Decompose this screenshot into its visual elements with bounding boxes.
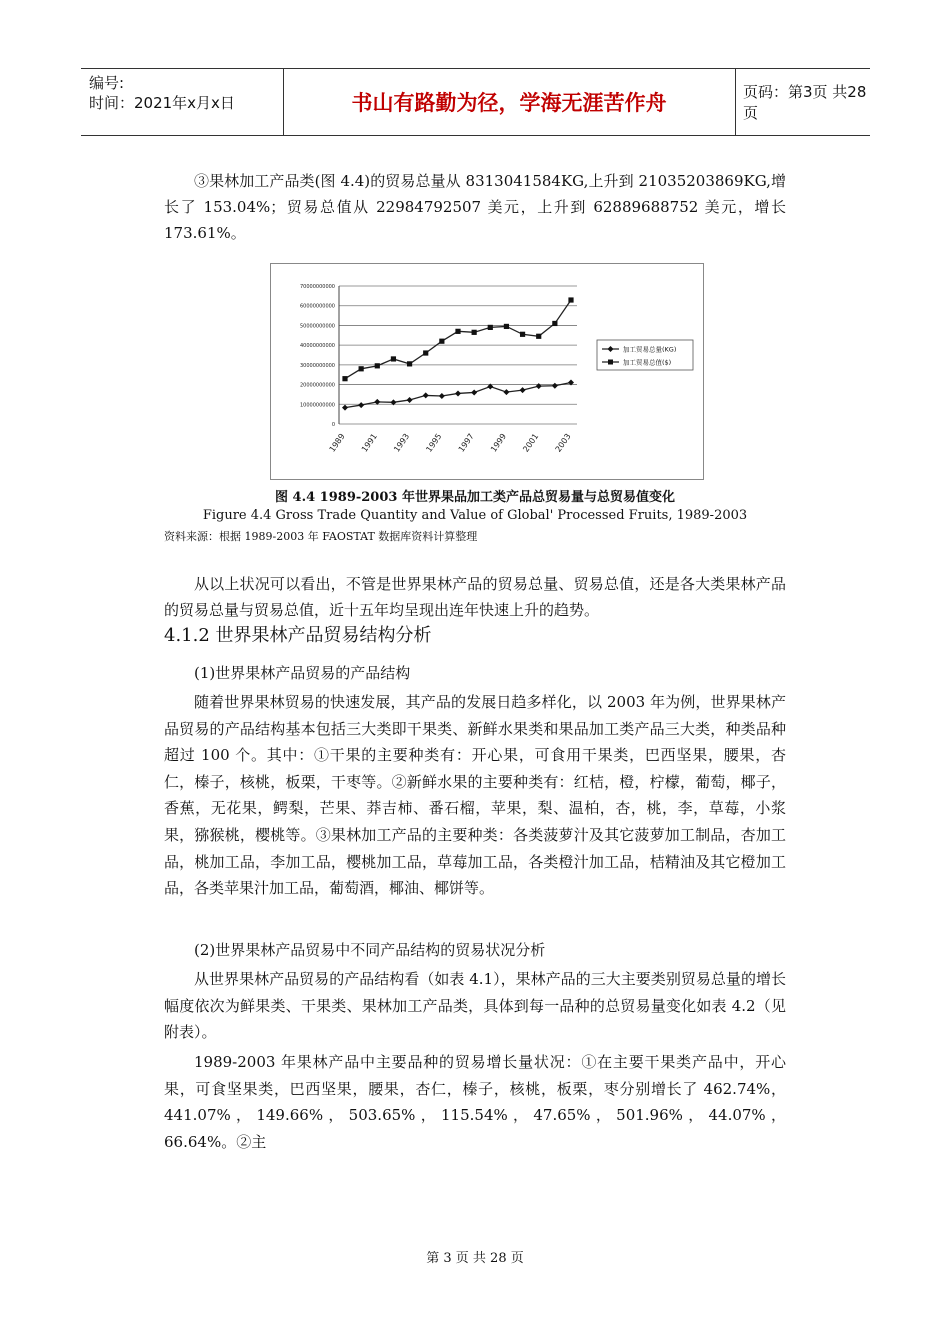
header-divider: [735, 69, 736, 135]
y-tick-label: 20000000000: [300, 382, 335, 389]
y-tick-label: 30000000000: [300, 362, 335, 369]
x-tick-label: 1999: [489, 431, 509, 454]
paragraph-product-structure: 随着世界果林贸易的快速发展，其产品的发展日趋多样化，以 2003 年为例，世界果林产品贸易的产品结构基本包括三大类即干果类、新鲜水果类和果品加工类产品三大类，种类品种超过 100 个。其中：①干果的主要种类有：开心果，可食用干果类，巴西坚果，腰果，杏仁，榛子，核桃，板栗，干枣等。②新鲜水果的主要种类有：红桔，橙，柠檬，葡萄，椰子，香蕉，无花果，鳄梨，芒果、莽吉柿、番石榴，苹果，梨、温柏，杏，桃，李，草莓，小浆果，猕猴桃，樱桃等。③果林加工产品的主要种类：各类菠萝汁及其它菠萝加工制品，杏加工品，桃加工品，李加工品，樱桃加工品，草莓加工品，各类橙汁加工品，桔精油及其它橙加工品，各类苹果汁加工品，葡萄酒，椰油、椰饼等。: [164, 693, 786, 898]
data-point-diamond: [520, 387, 526, 393]
section-heading: 4.1.2 世界果林产品贸易结构分析: [164, 625, 432, 646]
legend-label: 加工贸易总值($): [623, 358, 672, 367]
data-point-diamond: [552, 383, 558, 389]
y-tick-label: 0: [331, 422, 335, 428]
data-point-square: [439, 339, 444, 344]
data-point-square: [568, 297, 573, 302]
data-point-square: [520, 332, 525, 337]
x-tick-label: 1989: [327, 431, 347, 454]
data-point-square: [391, 356, 396, 361]
line-chart: [271, 264, 703, 479]
document-header: [81, 68, 870, 136]
figure-caption-cn: 图 4.4 1989-2003 年世界果品加工类产品总贸易量与总贸易值变化: [275, 490, 675, 505]
subsection-heading-1: (1)世界果林产品贸易的产品结构: [194, 664, 411, 682]
data-point-square: [375, 363, 380, 368]
figure-caption-en: Figure 4.4 Gross Trade Quantity and Value of Global' Processed Fruits, 1989-2003: [202, 508, 748, 523]
serial-label: 编号:: [89, 74, 125, 92]
paragraph-trade-analysis: 从世界果林产品贸易的产品结构看（如表 4.1），果林产品的三大主要类别贸易总量的增长幅度依次为鲜果类、干果类、果林加工产品类，具体到每一品种的总贸易量变化如表 4.2（见附表）。: [164, 970, 786, 1042]
header-left: [89, 73, 235, 113]
data-point-square: [342, 376, 347, 381]
y-tick-label: 40000000000: [300, 343, 335, 350]
paragraph-growth: 1989-2003 年果林产品中主要品种的贸易增长量状况：①在主要干果类产品中，开心果，可食坚果类，巴西坚果，腰果，杏仁，榛子，核桃，板栗，枣分别增长了 462.74%，441.07%，149.66%，503.65%，115.54%，47.65%，501.96%，44.07%，66.64%。②主: [164, 1053, 786, 1151]
data-point-diamond: [536, 383, 542, 389]
data-point-square: [455, 329, 460, 334]
data-point-diamond: [471, 389, 477, 395]
data-point-square: [536, 334, 541, 339]
x-tick-label: 1993: [392, 431, 412, 454]
data-point-diamond: [423, 392, 429, 398]
x-tick-label: 2003: [553, 431, 573, 454]
header-page-info: 页码：第3页 共28页: [743, 83, 867, 122]
paragraph-processed-fruits: ③果林加工产品类(图 4.4)的贸易总量从 8313041584KG,上升到 21035203869KG,增长了 153.04%；贸易总值从 22984792507 美元，上升到 62889688752 美元，增长173.61%。: [164, 172, 786, 242]
y-tick-label: 10000000000: [300, 402, 335, 409]
data-point-diamond: [407, 397, 413, 403]
data-point-square: [488, 325, 493, 330]
paragraph-summary: 从以上状况可以看出，不管是世界果林产品的贸易总量、贸易总值，还是各大类果林产品的贸易总量与贸易总值，近十五年均呈现出连年快速上升的趋势。: [164, 575, 786, 619]
x-tick-label: 1995: [424, 431, 444, 454]
data-point-square: [407, 361, 412, 366]
figure-chart: [270, 263, 704, 480]
data-point-diamond: [439, 393, 445, 399]
y-tick-label: 70000000000: [300, 284, 335, 290]
data-point-diamond: [342, 405, 348, 411]
data-point-square: [472, 330, 477, 335]
header-motto: 书山有路勤为径，学海无涯苦作舟: [351, 91, 667, 115]
legend-label: 加工贸易总量(KG): [623, 345, 677, 354]
x-tick-label: 1997: [456, 431, 476, 454]
data-point-square: [359, 366, 364, 371]
figure-source: 资料来源：根据 1989-2003 年 FAOSTAT 数据库资料计算整理: [164, 530, 478, 543]
time-label: 时间：2021年x月x日: [89, 94, 235, 112]
data-point-square: [504, 324, 509, 329]
x-tick-label: 2001: [521, 431, 541, 454]
data-point-diamond: [358, 402, 364, 408]
legend-marker-square: [608, 360, 613, 365]
y-tick-label: 60000000000: [300, 303, 335, 310]
x-tick-label: 1991: [359, 431, 379, 454]
data-point-diamond: [455, 390, 461, 396]
data-point-square: [423, 350, 428, 355]
page-footer: 第 3 页 共 28 页: [426, 1251, 524, 1266]
subsection-heading-2: (2)世界果林产品贸易中不同产品结构的贸易状况分析: [194, 941, 546, 959]
data-point-diamond: [503, 389, 509, 395]
data-point-square: [552, 321, 557, 326]
y-tick-label: 50000000000: [300, 323, 335, 330]
